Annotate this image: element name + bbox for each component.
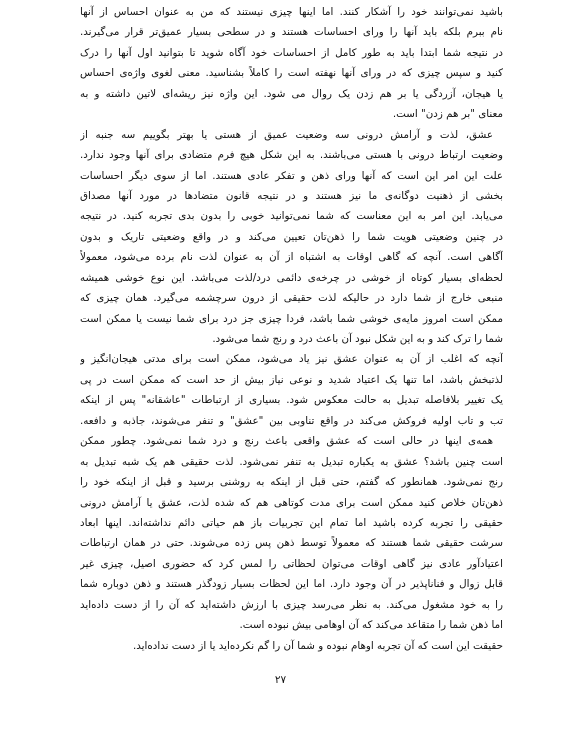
text-line: لحظه‌ای بسیار کوتاه از خوشی در چرخه‌ی دائمی درد/لذت می‌باشد. این نوع خوشی همیشه	[80, 271, 503, 284]
page-number: ۲۷	[274, 674, 287, 686]
text-line: قابل زوال و فناناپذیر در آن وجود دارد. اما این لحظات بسیار زودگذر هستند و ذهن دوباره شما	[80, 578, 503, 591]
text-line: را به خود مشغول می‌کند. به نظر می‌رسد چیزی با ارزش داشته‌اید که آن را از دست داده‌اید	[80, 598, 503, 611]
text-line: بخشی از ذهنیت دوگانه‌ی ما نیز هستند و در نتیجه قانون متضادها در مورد آنها مصداق	[80, 189, 503, 202]
text-line: ممکن است امروز مایه‌ی خوشی شما باشد، فردا چیزی جز درد برای شما نیست یا ممکن است	[80, 312, 503, 325]
text-line: در نتیجه شما ابتدا باید به طور کامل از احساسات خود آگاه شوید تا بتوانید اول آنها را درک	[80, 46, 503, 59]
text-line: است چنین باشد؟ عشق به یکباره تبدیل به تنفر نمی‌شود. لذت حقیقی هم یک شبه تبدیل به	[80, 455, 503, 468]
text-line: کنید و سپس چیزی که در ورای آنها نهفته است را کاملاً بشناسید. معنی لغوی واژه‌ی احساس	[80, 67, 503, 80]
text-line: سرشت حقیقی شما هستند که معمولاً توسط ذهن پس زده می‌شوند. حتی در همان ارتباطات	[80, 537, 503, 550]
text-line: معنای "بر هم زدن" است.	[392, 108, 503, 121]
text-line: تب و تاب اولیه فروکش می‌کند در واقع تناوبی بین "عشق" و تنفر می‌شوند، جاذبه و دافعه.	[80, 414, 503, 427]
body-text	[80, 2, 503, 656]
text-line: اعتیادآور عادی نیز گاهی اوقات می‌توان لحظاتی را لمس کرد که حضوری اصیل، چیزی غیر	[80, 557, 503, 570]
text-line: ذهن‌تان خلاص کنید ممکن است برای مدت کوتاهی هم که شده لذت، عشق یا آرامش درونی	[80, 496, 503, 509]
text-line: علت این امر این است که آنها ورای ذهن و تفکر عادی هستند. اما از سوی دیگر احساسات	[80, 169, 503, 182]
text-line: منبعی خارج از شما دارد در حالیکه لذت حقیقی از درون سرچشمه می‌گیرد. همان چیزی که	[80, 292, 503, 305]
text-line: می‌یابد. این امر به این معناست که شما نمی‌توانید خوبی را بدون بدی تجربه کنید. در نتیجه	[80, 210, 503, 223]
text-line: رنج نمی‌شود. همانطور که گفتم، حتی قبل از اینکه به روشنی برسید و قبل از اینکه خود را	[80, 476, 503, 489]
text-line: آنچه که اغلب از آن به عنوان عشق نیز یاد می‌شود، ممکن است برای مدتی هیجان‌انگیز و	[80, 353, 503, 366]
text-line: باشید نمی‌توانند خود را آشکار کنند. اما اینها چیزی نیستند که من به عنوان احساس از آنها	[80, 6, 503, 18]
text-line: آگاهی است. آنچه که گاهی اوقات به اشتباه از آن به عنوان لذت نام برده می‌شود، معمولاً	[80, 251, 503, 264]
text-line: وضعیت ارتباط درونی با هستی می‌باشند. به این شکل هیچ فرم متضادی برای آنها وجود ندارد.	[80, 149, 503, 162]
text-line: در چنین وضعیتی هویت شما را ذهن‌تان تعیین می‌کند و در واقع وضعیتی تاریک و بدون	[80, 230, 503, 243]
text-line: یا هیجان، آزردگی یا بر هم زدن یک روال می شود. این واژه نیز ریشه‌ای لاتین داشته و به	[80, 87, 503, 100]
text-line: حقیقی را تجربه کرده باشید اما تمام این تجربیات باز هم حیاتی دائم نداشته‌اند. اینها ابعاد	[80, 516, 503, 529]
text-line: نام ببرم بلکه باید آنها را ورای احساسات هستند و در سطحی بسیار عمیق‌تر قرار می‌گیرند.	[80, 26, 503, 39]
text-line: شما را ترک کند و به این شکل نبود آن باعث درد و رنج شما می‌شود.	[212, 333, 503, 345]
text-line: حقیقت این است که آن تجربه اوهام نبوده و شما آن را گم نکرده‌اید یا از دست نداده‌اید.	[132, 639, 503, 652]
text-line: لذتبخش باشد، اما تنها یک اعتیاد شدید و نوعی نیاز بیش از حد است که ممکن است در پی	[80, 373, 503, 386]
text-line: عشق، لذت و آرامش درونی سه وضعیت عمیق از هستی یا بهتر بگوییم سه جنبه از	[80, 128, 493, 141]
text-line: یک تغییر بلافاصله تبدیل به حالت معکوس شود. بسیاری از ارتباطات "عاشقانه" پس از اینکه	[80, 394, 503, 407]
text-line: اما ذهن شما را متقاعد می‌کند که آن اوهامی بیش نبوده است.	[239, 619, 503, 632]
text-line: همه‌ی اینها در حالی است که عشق واقعی باعث رنج و درد شما نمی‌شود. چطور ممکن	[80, 435, 493, 448]
